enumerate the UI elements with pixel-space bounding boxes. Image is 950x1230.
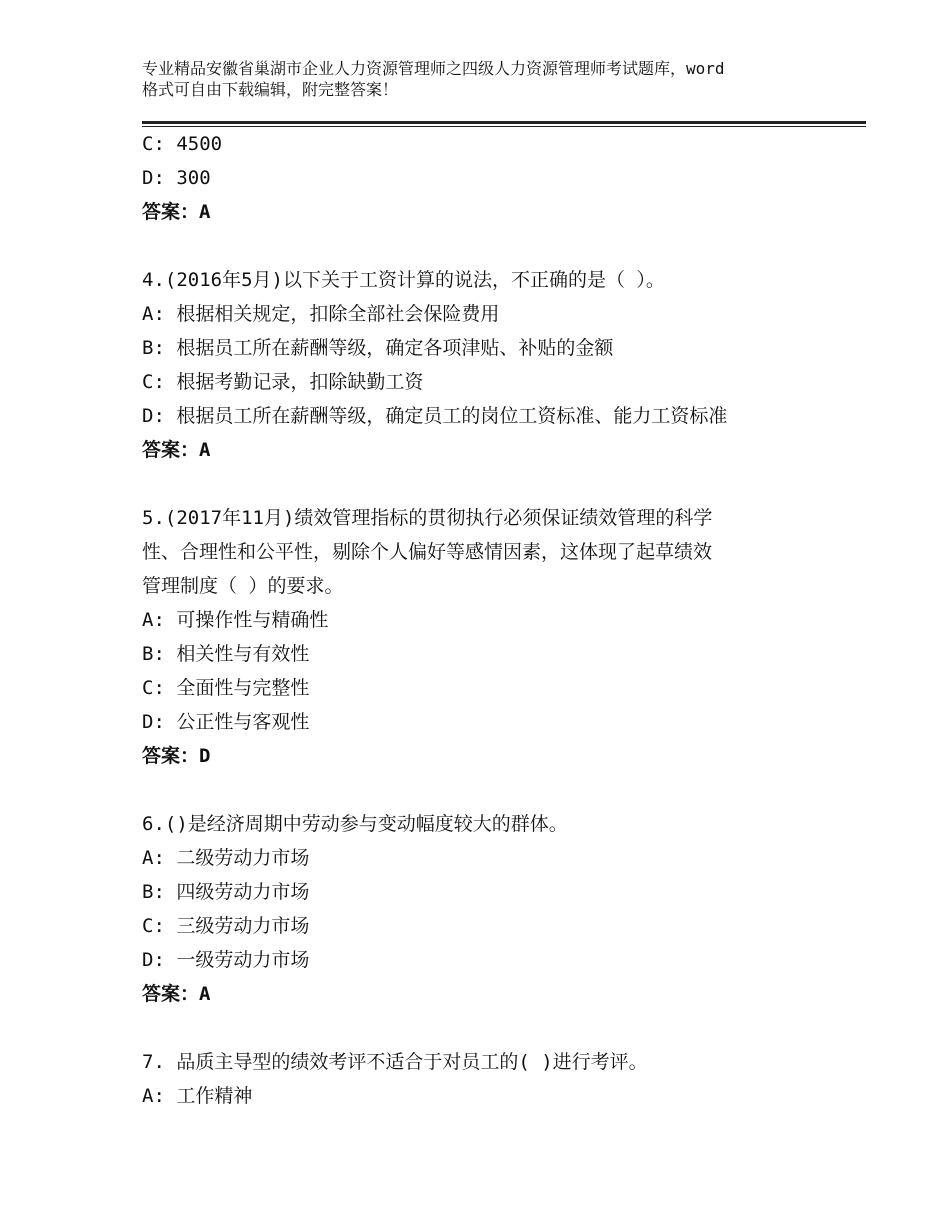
question-spacer xyxy=(142,229,842,263)
option-b: B: 根据员工所在薪酬等级，确定各项津贴、补贴的金额 xyxy=(142,337,614,359)
question-list xyxy=(142,127,842,1113)
question-stem: 5.(2017年11月)绩效管理指标的贯彻执行必须保证绩效管理的科学 xyxy=(142,507,713,529)
option-d: D: 一级劳动力市场 xyxy=(142,949,310,971)
question-stem: 7. 品质主导型的绩效考评不适合于对员工的( )进行考评。 xyxy=(142,1051,648,1073)
option-a: A: 二级劳动力市场 xyxy=(142,847,310,869)
document-header xyxy=(142,58,832,100)
option-a: A: 工作精神 xyxy=(142,1085,253,1107)
option-a: A: 根据相关规定，扣除全部社会保险费用 xyxy=(142,303,500,325)
question-spacer xyxy=(142,773,842,807)
question-4 xyxy=(142,263,842,467)
question-stem: 6.()是经济周期中劳动参与变动幅度较大的群体。 xyxy=(142,813,568,835)
answer-line: 答案：D xyxy=(142,745,211,767)
question-7 xyxy=(142,1045,842,1113)
answer-line: 答案：A xyxy=(142,983,211,1005)
option-c: C: 三级劳动力市场 xyxy=(142,915,310,937)
question-5 xyxy=(142,501,842,773)
option-b: B: 四级劳动力市场 xyxy=(142,881,310,903)
question-3-tail xyxy=(142,127,842,229)
option-c: C: 4500 xyxy=(142,133,223,155)
option-b: B: 相关性与有效性 xyxy=(142,643,310,665)
option-d: D: 根据员工所在薪酬等级，确定员工的岗位工资标准、能力工资标准 xyxy=(142,405,728,427)
answer-line: 答案：A xyxy=(142,201,211,223)
answer-line: 答案：A xyxy=(142,439,211,461)
option-a: A: 可操作性与精确性 xyxy=(142,609,329,631)
option-c: C: 全面性与完整性 xyxy=(142,677,310,699)
option-d: D: 公正性与客观性 xyxy=(142,711,310,733)
option-d: D: 300 xyxy=(142,167,211,189)
question-stem: 性、合理性和公平性，剔除个人偏好等感情因素，这体现了起草绩效 xyxy=(142,541,713,563)
header-rule-thick xyxy=(142,121,866,124)
question-6 xyxy=(142,807,842,1011)
question-spacer xyxy=(142,467,842,501)
header-title-line-1: 专业精品安徽省巢湖市企业人力资源管理师之四级人力资源管理师考试题库，word xyxy=(142,59,725,78)
option-c: C: 根据考勤记录，扣除缺勤工资 xyxy=(142,371,424,393)
question-stem: 管理制度（ ）的要求。 xyxy=(142,575,344,597)
header-title-line-2: 格式可自由下载编辑，附完整答案！ xyxy=(142,80,399,99)
question-spacer xyxy=(142,1011,842,1045)
question-stem: 4.(2016年5月)以下关于工资计算的说法，不正确的是（ ）。 xyxy=(142,269,665,291)
